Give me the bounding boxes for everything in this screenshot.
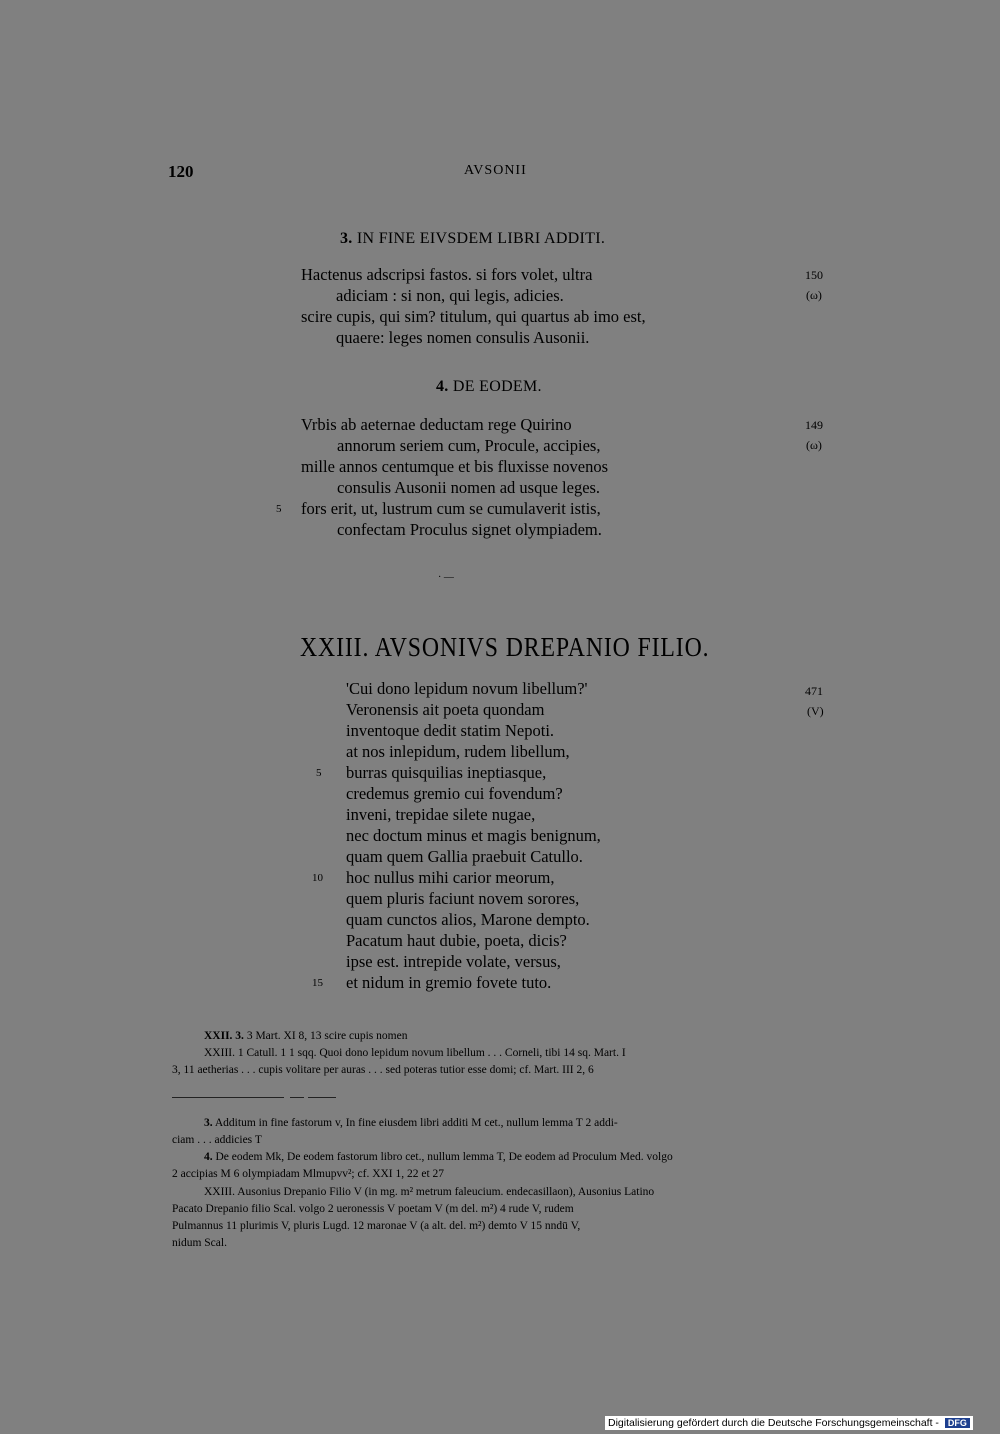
section-line-6: credemus gremio cui fovendum? [346, 784, 563, 803]
section-line-13: Pacatum haut dubie, poeta, dicis? [346, 931, 567, 950]
poem-4-line-6: confectam Proculus signet olympiadem. [337, 520, 602, 539]
section-line-marker-10: 10 [312, 872, 323, 884]
testimonia-line-2: XXIII. 1 Catull. 1 1 sqq. Quoi dono lepidum novum libellum . . . Corneli, tibi 14 sq. Mart. I [204, 1047, 626, 1059]
banner-text: Digitalisierung gefördert durch die Deutsche Forschungsgemeinschaft - [608, 1417, 939, 1429]
poem-3-line-1: Hactenus adscripsi fastos. si fors volet, ultra [301, 265, 593, 284]
poem-4-line-5: fors erit, ut, lustrum cum se cumulaverit istis, [301, 499, 601, 518]
apparatus-23-line-3: Pulmannus 11 plurimis V, pluris Lugd. 12 maronae V (a alt. del. m²) demto V 15 nndū V, [172, 1220, 581, 1232]
apparatus-3-line-1: 3. Additum in fine fastorum v, In fine eiusdem libri additi M cet., nullum lemma T 2 addi- [204, 1117, 618, 1129]
page-number: 120 [168, 162, 194, 181]
poem-4-line-marker-5: 5 [276, 503, 282, 515]
apparatus-23-line-1: XXIII. Ausonius Drepanio Filio V (in mg. m² metrum faleucium. endecasillaon), Ausonius Latino [204, 1186, 655, 1198]
section-line-4: at nos inlepidum, rudem libellum, [346, 742, 570, 761]
section-line-8: nec doctum minus et magis benignum, [346, 826, 601, 845]
poem-3-heading: IN FINE EIVSDEM LIBRI ADDITI. [356, 230, 606, 247]
poem-4-line-4: consulis Ausonii nomen ad usque leges. [337, 478, 601, 497]
section-line-2: Veronensis ait poeta quondam [346, 700, 545, 719]
section-line-7: inveni, trepidae silete nugae, [346, 805, 536, 824]
poem-3-line-3: scire cupis, qui sim? titulum, qui quartus ab imo est, [301, 307, 646, 326]
apparatus-23-line-4: nidum Scal. [172, 1237, 227, 1249]
section-line-1: 'Cui dono lepidum novum libellum?' [346, 679, 588, 698]
poem-3-number: 3. [340, 230, 353, 247]
poem-4-ref-source: (ω) [806, 438, 822, 452]
running-title: AVSONII [464, 163, 527, 178]
section-separator: · — [438, 572, 454, 583]
apparatus-rule-3 [308, 1097, 336, 1098]
apparatus-4-line-1: 4. De eodem Mk, De eodem fastorum libro cet., nullum lemma T, De eodem ad Proculum Med. volgo [204, 1151, 673, 1163]
apparatus-rule-2 [290, 1097, 304, 1098]
digitization-banner [605, 1416, 973, 1430]
section-line-9: quam quem Gallia praebuit Catullo. [346, 847, 583, 866]
section-line-11: quem pluris faciunt novem sorores, [346, 889, 580, 908]
poem-4-ref-number: 149 [805, 418, 823, 432]
poem-3-title [340, 230, 605, 248]
apparatus-3-line-2: ciam . . . addicies T [172, 1134, 262, 1146]
section-line-5: burras quisquilias ineptiasque, [346, 763, 547, 782]
poem-4-line-3: mille annos centumque et bis fluxisse novenos [301, 457, 609, 476]
section-line-10: hoc nullus mihi carior meorum, [346, 868, 555, 887]
section-line-marker-15: 15 [312, 977, 323, 989]
apparatus-23-line-2: Pacato Drepanio filio Scal. volgo 2 ueronessis V poetam V (m del. m²) 4 rude V, rudem [172, 1203, 574, 1215]
poem-3-line-2: adiciam : si non, qui legis, adicies. [336, 286, 564, 305]
section-ref-number: 471 [805, 684, 823, 698]
section-line-12: quam cunctos alios, Marone dempto. [346, 910, 590, 929]
section-ref-source: (V) [807, 704, 824, 718]
section-line-15: et nidum in gremio fovete tuto. [346, 973, 552, 992]
poem-4-number: 4. [436, 378, 449, 395]
poem-3-line-4: quaere: leges nomen consulis Ausonii. [336, 328, 590, 347]
apparatus-4-line-2: 2 accipias M 6 olympiadam Mlmupvv²; cf. XXI 1, 22 et 27 [172, 1168, 445, 1180]
apparatus-rule [172, 1097, 284, 1098]
poem-4-heading: DE EODEM. [452, 378, 542, 395]
section-line-marker-5: 5 [316, 767, 322, 779]
testimonia-line-3: 3, 11 aetherias . . . cupis volitare per auras . . . sed poteras tutior esse domi; cf. Mart. III 2, 6 [172, 1064, 594, 1076]
poem-4-line-2: annorum seriem cum, Procule, accipies, [337, 436, 601, 455]
poem-4-title [436, 378, 542, 396]
section-title: XXIII. AVSONIVS DREPANIO FILIO. [300, 632, 710, 662]
testimonia-line-1: XXII. 3. 3 Mart. XI 8, 13 scire cupis nomen [204, 1030, 408, 1042]
dfg-logo-icon[interactable]: DFG [945, 1418, 970, 1428]
section-line-14: ipse est. intrepide volate, versus, [346, 952, 561, 971]
testimonia-label: XXII. 3. [204, 1030, 244, 1042]
poem-4-line-1: Vrbis ab aeternae deductam rege Quirino [301, 415, 572, 434]
poem-3-ref-source: (ω) [806, 288, 822, 302]
poem-3-ref-number: 150 [805, 268, 823, 282]
section-line-3: inventoque dedit statim Nepoti. [346, 721, 555, 740]
